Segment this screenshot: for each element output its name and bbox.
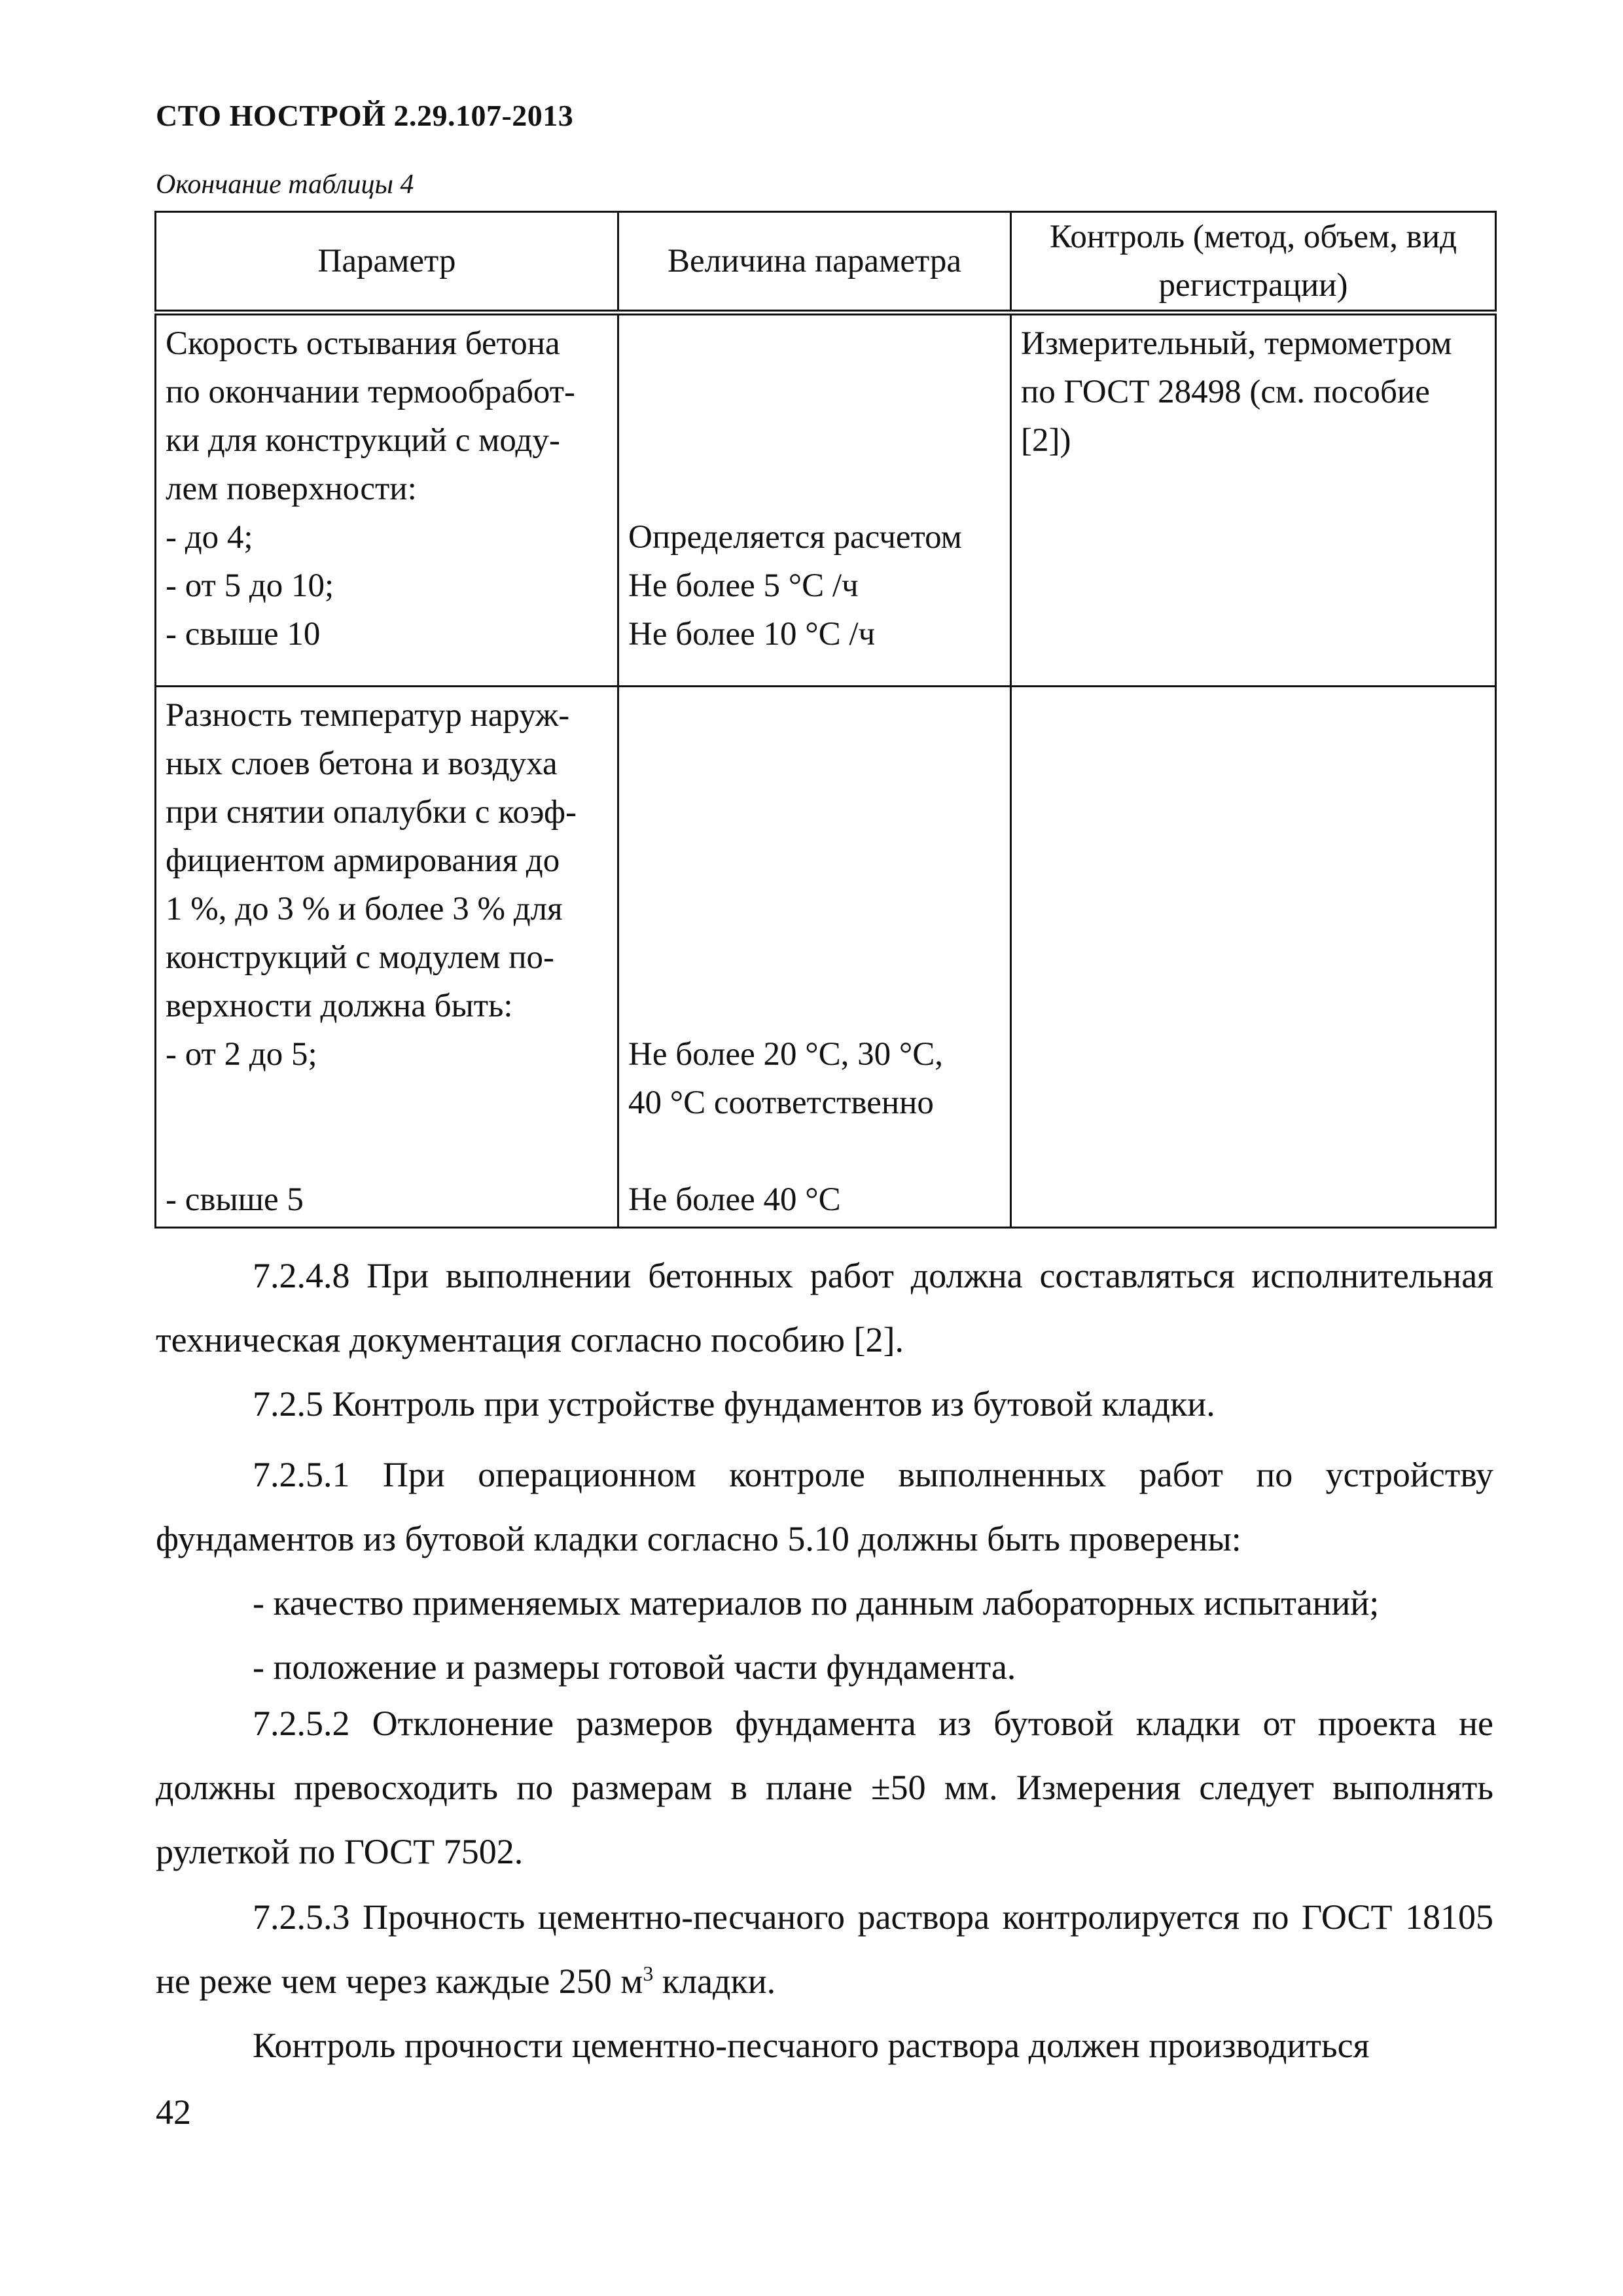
paragraph-7-2-4-8: 7.2.4.8 При выполнении бетонных работ должна составляться исполнительная техническая документация согласно пособию [2]. bbox=[156, 1256, 1493, 1359]
cell-line bbox=[628, 416, 1001, 465]
paragraph-7-2-5-2: 7.2.5.2 Отклонение размеров фундамента из бутовой кладки от проекта не должны превосходить по размерам в плане ±50 мм. Измерения следует выполнять рулеткой по ГОСТ 7502. bbox=[156, 1704, 1493, 1871]
cell-line bbox=[628, 740, 1001, 788]
cell-line bbox=[628, 691, 1001, 740]
cell-line: по ГОСТ 28498 (см. пособие bbox=[1021, 374, 1430, 410]
cell-line: ки для конструкций с моду- bbox=[166, 422, 560, 459]
cell-line: [2]) bbox=[1021, 422, 1071, 459]
cell-line bbox=[628, 933, 1001, 982]
cell-line: Не более 5 °С /ч bbox=[628, 567, 859, 604]
parameter-cell bbox=[156, 313, 618, 687]
paragraph-7-2-5-3 bbox=[156, 1885, 1493, 2013]
cell-line: Не более 20 °С, 30 °С, bbox=[628, 1036, 944, 1073]
cell-line: лем поверхности: bbox=[166, 471, 417, 507]
cell-line: Измерительный, термометром bbox=[1021, 325, 1452, 362]
control-cell bbox=[1011, 687, 1496, 1228]
cell-line: - свыше 10 bbox=[166, 616, 321, 653]
bullet-materials-quality: - качество применяемых материалов по данным лабораторных испытаний; bbox=[253, 1583, 1380, 1623]
cell-line: 40 °С соответственно bbox=[628, 1085, 934, 1121]
page-number: 42 bbox=[156, 2092, 191, 2132]
cell-line bbox=[628, 319, 1001, 368]
cell-line bbox=[628, 1127, 1001, 1175]
cell-line: при снятии опалубки с коэф- bbox=[166, 794, 577, 831]
document-code: СТО НОСТРОЙ 2.29.107-2013 bbox=[156, 99, 574, 132]
paragraph-7-2-5-3-text: 7.2.5.3 Прочность цементно-песчаного раствора контролируется по ГОСТ 18105 не реже чем через каждые 250 м bbox=[156, 1897, 1493, 2001]
cell-line: верхности должна быть: bbox=[166, 988, 513, 1024]
parameter-cell bbox=[156, 687, 618, 1228]
cell-line: Определяется расчетом bbox=[628, 519, 962, 556]
cell-line bbox=[628, 368, 1001, 416]
cell-line: 1 %, до 3 % и более 3 % для bbox=[166, 891, 563, 927]
column-header-value: Величина параметра bbox=[618, 212, 1011, 313]
cell-line: - от 2 до 5; bbox=[166, 1036, 317, 1073]
control-cell bbox=[1011, 313, 1496, 687]
column-header-control: Контроль (метод, объем, вид регистрации) bbox=[1011, 212, 1496, 313]
bullet-foundation-position: - положение и размеры готовой части фундамента. bbox=[253, 1647, 1016, 1687]
cell-line: конструкций с модулем по- bbox=[166, 939, 555, 976]
cell-line: - свыше 5 bbox=[166, 1181, 304, 1218]
parameters-table bbox=[154, 211, 1497, 1229]
table-caption: Окончание таблицы 4 bbox=[156, 170, 414, 200]
table-row bbox=[156, 687, 1496, 1228]
cell-line bbox=[628, 885, 1001, 933]
cell-line: - от 5 до 10; bbox=[166, 567, 334, 604]
table-header-row bbox=[156, 212, 1496, 313]
table-row bbox=[156, 313, 1496, 687]
cell-line bbox=[166, 1079, 608, 1127]
cell-line: ных слоев бетона и воздуха bbox=[166, 745, 558, 782]
paragraph-7-2-5-1: 7.2.5.1 При операционном контроле выполненных работ по устройству фундаментов из бутовой кладки согласно 5.10 должны быть проверены: bbox=[156, 1455, 1493, 1558]
cell-line: Не более 10 °С /ч bbox=[628, 616, 876, 653]
cell-line bbox=[628, 465, 1001, 513]
value-cell bbox=[618, 687, 1011, 1228]
cell-line bbox=[628, 836, 1001, 885]
column-header-parameter: Параметр bbox=[156, 212, 618, 313]
cell-line: Разность температур наруж- bbox=[166, 697, 570, 734]
cell-line bbox=[628, 982, 1001, 1030]
cell-line: Не более 40 °С bbox=[628, 1181, 841, 1218]
paragraph-7-2-5: 7.2.5 Контроль при устройстве фундаментов из бутовой кладки. bbox=[253, 1384, 1215, 1424]
cell-line: Скорость остывания бетона bbox=[166, 325, 560, 362]
paragraph-mortar-control: Контроль прочности цементно-песчаного раствора должен производиться bbox=[253, 2026, 1370, 2065]
cubic-superscript: 3 bbox=[643, 1962, 654, 1985]
value-cell bbox=[618, 313, 1011, 687]
cell-line: по окончании термообработ- bbox=[166, 374, 575, 410]
paragraph-7-2-5-3-tail: кладки. bbox=[653, 1962, 776, 2001]
cell-line: - до 4; bbox=[166, 519, 253, 556]
cell-line bbox=[628, 788, 1001, 836]
cell-line: фициентом армирования до bbox=[166, 842, 560, 879]
cell-line bbox=[166, 1127, 608, 1175]
